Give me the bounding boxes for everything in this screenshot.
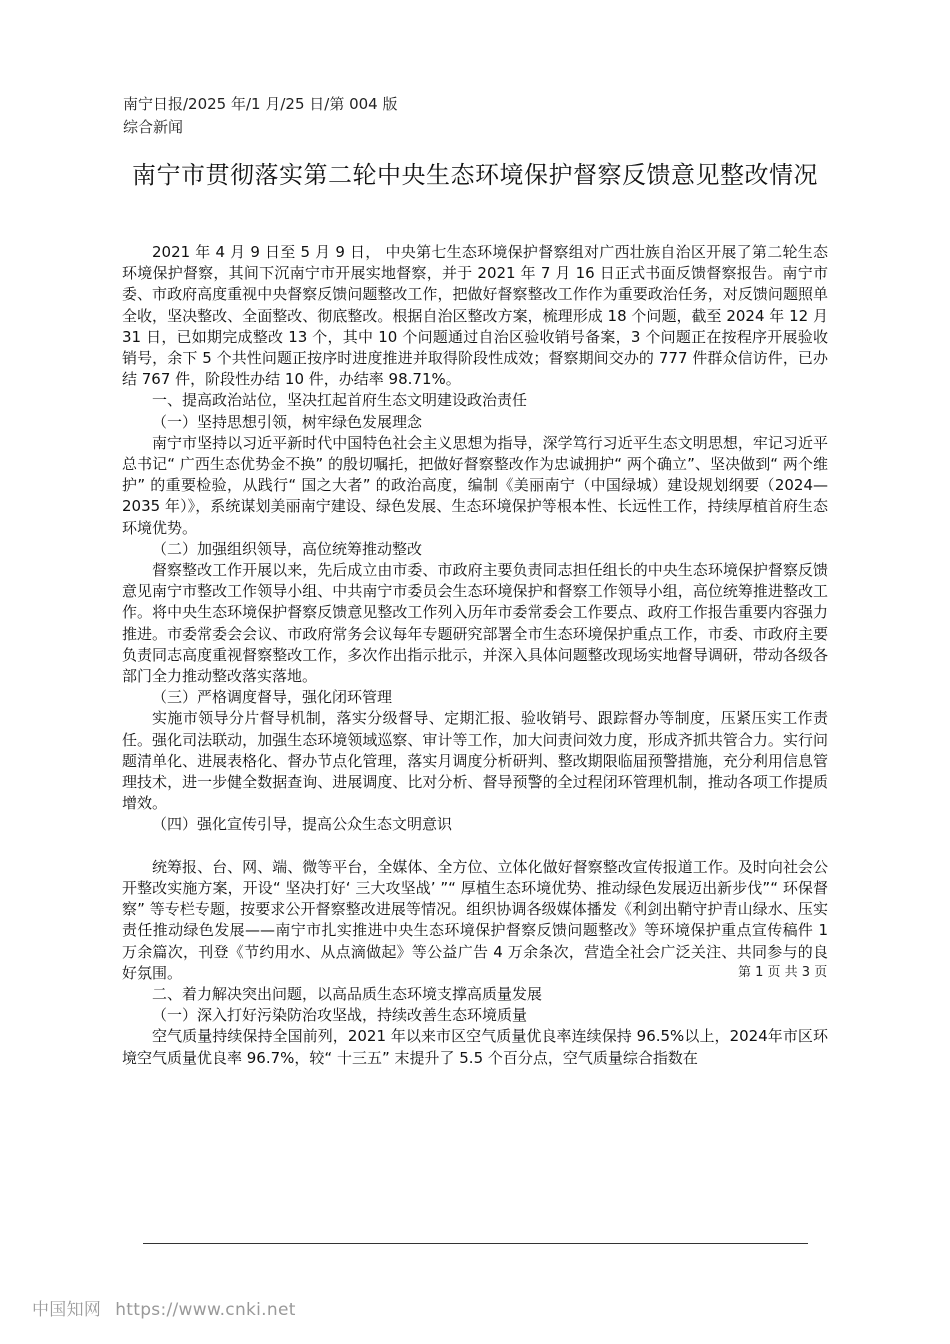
subsection-heading-1-2: （二）加强组织领导，高位统筹推动整改	[152, 539, 423, 558]
source-line: 南宁日报/2025 年/1 月/25 日/第 004 版综合新闻	[123, 95, 398, 136]
paragraph-intro: 2021 年 4 月 9 日至 5 月 9 日， 中央第七生态环境保护督察组对广西壮族自治区开展了第二轮生态环境保护督察，其间下沉南宁市开展实地督察，并于 2021 年 7 月 16 日正式书面反馈督察报告。南宁市委、市政府高度重视中央督察反馈问题整改工作，把做好督察整改工作作为重要政治任务，对反馈问题照单全收，坚决整改、全面整改、彻底整改。根据自治区整改方案，梳理形成 18 个问题，截至 2024 年 12 月 31 日，已如期完成整改 13 个，其中 10 个问题通过自治区验收销号备案，3 个问题正在按程序开展验收销号，余下 5 个共性问题正按序时进度推进并取得阶段性成效；督察期间交办的 777 件群众信访件，已办结 767 件，阶段性办结 10 件，办结率 98.71%。	[122, 243, 828, 389]
article-title: 南宁市贯彻落实第二轮中央生态环境保护督察反馈意见整改情况	[132, 161, 818, 189]
subsection-heading-1-4: （四）强化宣传引导，提高公众生态文明意识	[152, 815, 453, 834]
paragraph-1-2: 督察整改工作开展以来，先后成立由市委、市政府主要负责同志担任组长的中央生态环境保护督察反馈意见南宁市整改工作领导小组、中共南宁市委员会生态环境保护和督察工作领导小组，高位统筹推进整改工作。将中央生态环境保护督察反馈意见整改工作列入历年市委常委会工作要点、政府工作报告重要内容强力推进。市委常委会会议、市政府常务会议每年专题研究部署全市生态环境保护重点工作，市委、市政府主要负责同志高度重视督察整改工作，多次作出指示批示，并深入具体问题整改现场实地督导调研，带动各级各部门全力推动整改落实落地。	[122, 561, 828, 686]
article-body	[122, 242, 828, 1069]
paragraph-2-1: 空气质量持续保持全国前列，2021 年以来市区空气质量优良率连续保持 96.5%以上，2024年市区环境空气质量优良率 96.7%，较“ 十三五” 末提升了 5.5 个百分点，空气质量综合指数在	[122, 1027, 828, 1067]
paragraph-1-1: 南宁市坚持以习近平新时代中国特色社会主义思想为指导，深学笃行习近平生态文明思想，牢记习近平总书记“ 广西生态优势金不换” 的殷切嘱托，把做好督察整改作为忠诚拥护“ 两个确立”、坚决做到“ 两个维护” 的重要检验，从践行“ 国之大者” 的政治高度，编制《美丽南宁（中国绿城）建设规划纲要（2024—2035 年）》，系统谋划美丽南宁建设、绿色发展、生态环境保护等根本性、长远性工作，持续厚植首府生态环境优势。	[122, 433, 828, 537]
watermark	[32, 1295, 296, 1320]
paragraph-1-4: 统筹报、台、网、端、微等平台，全媒体、全方位、立体化做好督察整改宣传报道工作。及时向社会公开整改实施方案，开设“ 坚决打好‘ 三大攻坚战’ ”“ 厚植生态环境优势、推动绿色发展迈出新步伐”“ 环保督察” 等专栏专题，按要求公开督察整改进展等情况。组织协调各级媒体播发《利剑出鞘守护青山绿水、压实责任推动绿色发展——南宁市扎实推进中央生态环境保护督察反馈问题整改》等环境保护重点宣传稿件 1 万余篇次，刊登《节约用水、从点滴做起》等公益广告 4 万余条次，营造全社会广泛关注、共同参与的良好氛围。	[122, 857, 828, 982]
subsection-heading-2-1: （一）深入打好污染防治攻坚战，持续改善生态环境质量	[152, 1006, 528, 1025]
watermark-brand: 中国知网	[32, 1300, 102, 1320]
paragraph-1-3: 实施市领导分片督导机制，落实分级督导、定期汇报、验收销号、跟踪督办等制度，压紧压实工作责任。强化司法联动，加强生态环境领域巡察、审计等工作，加大问责问效力度，形成齐抓共管合力。实行问题清单化、进展表格化、督办节点化管理，落实月调度分析研判、整改期限临届预警措施，充分利用信息管理技术，进一步健全数据查询、进展调度、比对分析、督导预警的全过程闭环管理机制，推动各项工作提质增效。	[122, 709, 828, 813]
section-heading-2: 二、着力解决突出问题，以高品质生态环境支撑高质量发展	[152, 984, 543, 1003]
watermark-url[interactable]: https://www.cnki.net	[115, 1300, 296, 1320]
page-number: 第 1 页 共 3 页	[738, 965, 828, 980]
subsection-heading-1-1: （一）坚持思想引领，树牢绿色发展理念	[152, 412, 423, 431]
section-heading-1: 一、提高政治站位，坚决扛起首府生态文明建设政治责任	[152, 391, 528, 410]
subsection-heading-1-3: （三）严格调度督导，强化闭环管理	[152, 688, 393, 707]
footer-divider	[143, 1243, 808, 1244]
